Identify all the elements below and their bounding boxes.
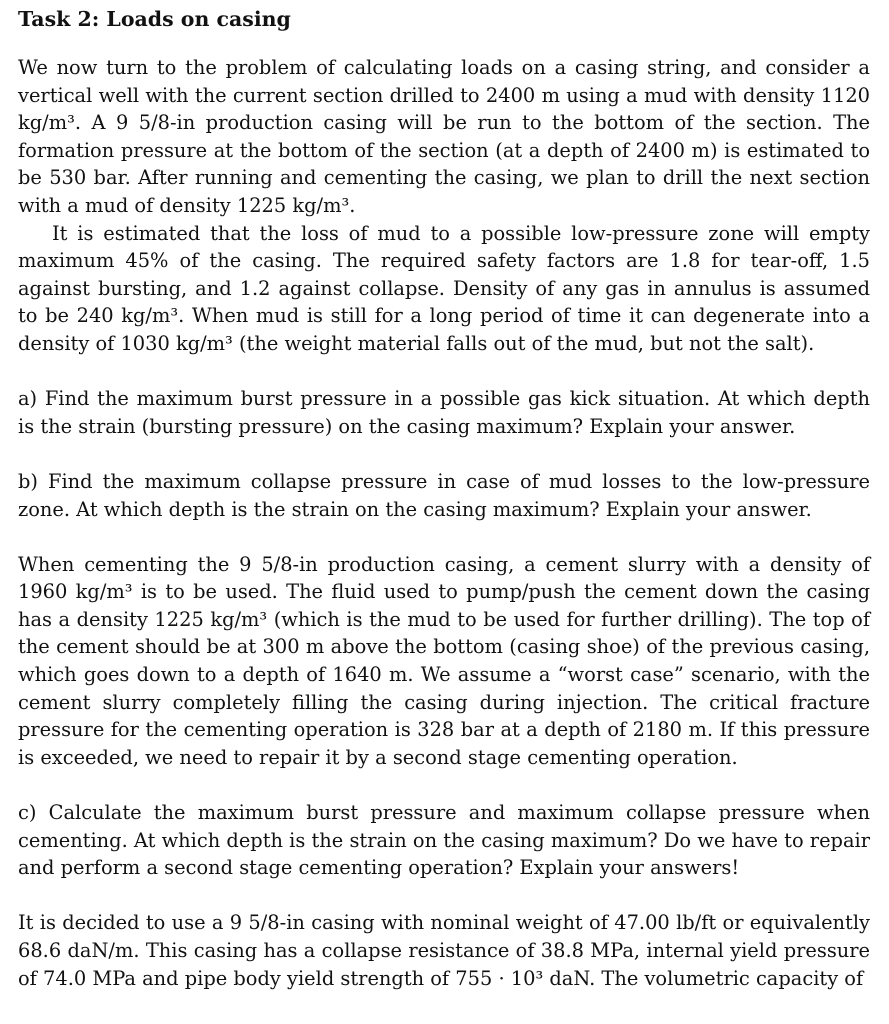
spacer [18,34,870,54]
spacer [18,358,870,386]
intro-paragraph-1: We now turn to the problem of calculating loads on a casing string, and consider a vertical well with the current section drilled to 2400 m using a mud with density 1120 kg/m³. A 9 5/8-in production casing will be run to the bottom of the section. The formation pressure at the bottom of the section (at a depth of 2400 m) is estimated to be 530 bar. After running and cementing the casing, we plan to drill the next section with a mud of density 1225 kg/m³. [18,56,870,217]
cementing-paragraph: When cementing the 9 5/8-in production casing, a cement slurry with a density of 1960 kg/m³ is to be used. The fluid used to pump/push the cement down the casing has a density 1225 kg/m³ (which is the mud to be used for further drilling). The top of the cement should be at 300 m above the bottom (casing shoe) of the previous casing, which goes down to a depth of 1640 m. We assume a “worst case” scenario, with the cement slurry completely filling the casing during injection. The critical fracture pressure for the cementing operation is 328 bar at a depth of 2180 m. If this pressure is exceeded, we need to repair it by a second stage cementing operation. [18,552,870,769]
question-a: a) Find the maximum burst pressure in a possible gas kick situation. At which depth is the strain (bursting pressure) on the casing maximum? Explain your answer. [18,387,870,438]
spacer [18,882,870,910]
intro-paragraph-2: It is estimated that the loss of mud to a possible low-pressure zone will empty maximum 45% of the casing. The required safety factors are 1.8 for tear-off, 1.5 against bursting, and 1.2 against collapse. Density of any gas in annulus is assumed to be 240 kg/m³. When mud is still for a long period of time it can degenerate into a density of 1030 kg/m³ (the weight material falls out of the mud, but not the salt). [18,221,870,355]
spacer [18,523,870,551]
spacer [18,771,870,799]
question-b: b) Find the maximum collapse pressure in case of mud losses to the low-pressure zone. At which depth is the strain on the casing maximum? Explain your answer. [18,469,870,521]
casing-spec-paragraph: It is decided to use a 9 5/8-in casing with nominal weight of 47.00 lb/ft or equivalently 68.6 daN/m. This casing has a collapse resistance of 38.8 MPa, internal yield pressure of 74.0 MPa and pipe body yield strength of 755 · 10³ daN. The volumetric capacity of [18,911,870,990]
document-page [18,4,870,992]
spacer [18,440,870,468]
question-c: c) Calculate the maximum burst pressure and maximum collapse pressure when cementing. At which depth is the strain on the casing maximum? Do we have to repair and perform a second stage cementing operation? Explain your answers! [18,801,870,880]
task-title: Task 2: Loads on casing [18,7,291,31]
